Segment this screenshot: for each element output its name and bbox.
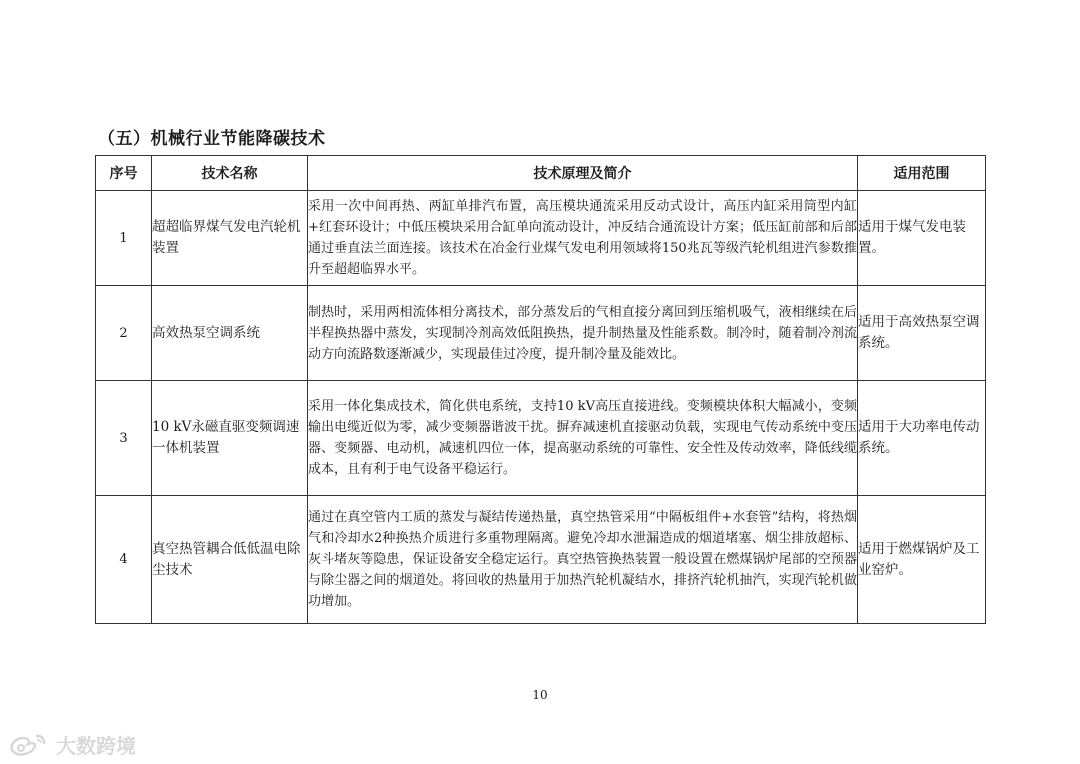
- row-description: 制热时，采用两相流体相分离技术，部分蒸发后的气相直接分离回到压缩机吸气，液相继续在后半程换热器中蒸发，实现制冷剂高效低阻换热，提升制热量及性能系数。制冷时，随着制冷剂流动方向流路数逐渐减少，实现最佳过冷度，提升制冷量及能效比。: [308, 286, 858, 381]
- row-index: 1: [96, 191, 152, 286]
- row-tech-name: 高效热泵空调系统: [152, 286, 308, 381]
- table-row: [96, 381, 986, 496]
- weibo-logo-icon: [8, 732, 52, 758]
- row-description: 通过在真空管内工质的蒸发与凝结传递热量，真空热管采用“中隔板组件+水套管”结构，将热烟气和冷却水2种换热介质进行多重物理隔离。避免冷却水泄漏造成的烟道堵塞、烟尘排放超标、灰斗堵灰等隐患，保证设备安全稳定运行。真空热管换热装置一般设置在燃煤锅炉尾部的空预器与除尘器之间的烟道处。将回收的热量用于加热汽轮机凝结水，排挤汽轮机抽汽，实现汽轮机做功增加。: [308, 496, 858, 624]
- row-description: 采用一体化集成技术，简化供电系统，支持10 kV高压直接进线。变频模块体积大幅减小，变频输出电缆近似为零，减少变频器谐波干扰。摒弃减速机直接驱动负载，实现电气传动系统中变压器、变频器、电动机，减速机四位一体，提高驱动系统的可靠性、安全性及传动效率，降低线缆成本，且有利于电气设备平稳运行。: [308, 381, 858, 496]
- table-header-row: [96, 156, 986, 191]
- header-index: 序号: [96, 156, 152, 191]
- header-description: 技术原理及简介: [308, 156, 858, 191]
- row-description: 采用一次中间再热、两缸单排汽布置，高压模块通流采用反动式设计，高压内缸采用筒型内缸+红套环设计；中低压模块采用合缸单向流动设计，冲反结合通流设计方案；低压缸前部和后部通过垂直法兰面连接。该技术在冶金行业煤气发电利用领域将150兆瓦等级汽轮机组进汽参数推升至超超临界水平。: [308, 191, 858, 286]
- page-number: 10: [532, 688, 548, 702]
- row-scope: 适用于大功率电传动系统。: [858, 381, 986, 496]
- header-tech-name: 技术名称: [152, 156, 308, 191]
- table-row: [96, 286, 986, 381]
- row-scope: 适用于燃煤锅炉及工业窑炉。: [858, 496, 986, 624]
- watermark-text: 大数跨境: [56, 734, 136, 758]
- table-row: [96, 191, 986, 286]
- row-tech-name: 真空热管耦合低低温电除尘技术: [152, 496, 308, 624]
- row-scope: 适用于煤气发电装置。: [858, 191, 986, 286]
- row-tech-name: 10 kV永磁直驱变频调速一体机装置: [152, 381, 308, 496]
- header-scope: 适用范围: [858, 156, 986, 191]
- row-scope: 适用于高效热泵空调系统。: [858, 286, 986, 381]
- row-tech-name: 超超临界煤气发电汽轮机装置: [152, 191, 308, 286]
- watermark: [8, 730, 136, 759]
- table-row: [96, 496, 986, 624]
- row-index: 4: [96, 496, 152, 624]
- row-index: 3: [96, 381, 152, 496]
- section-title: （五）机械行业节能降碳技术: [98, 129, 326, 149]
- row-index: 2: [96, 286, 152, 381]
- technology-table: [95, 155, 986, 624]
